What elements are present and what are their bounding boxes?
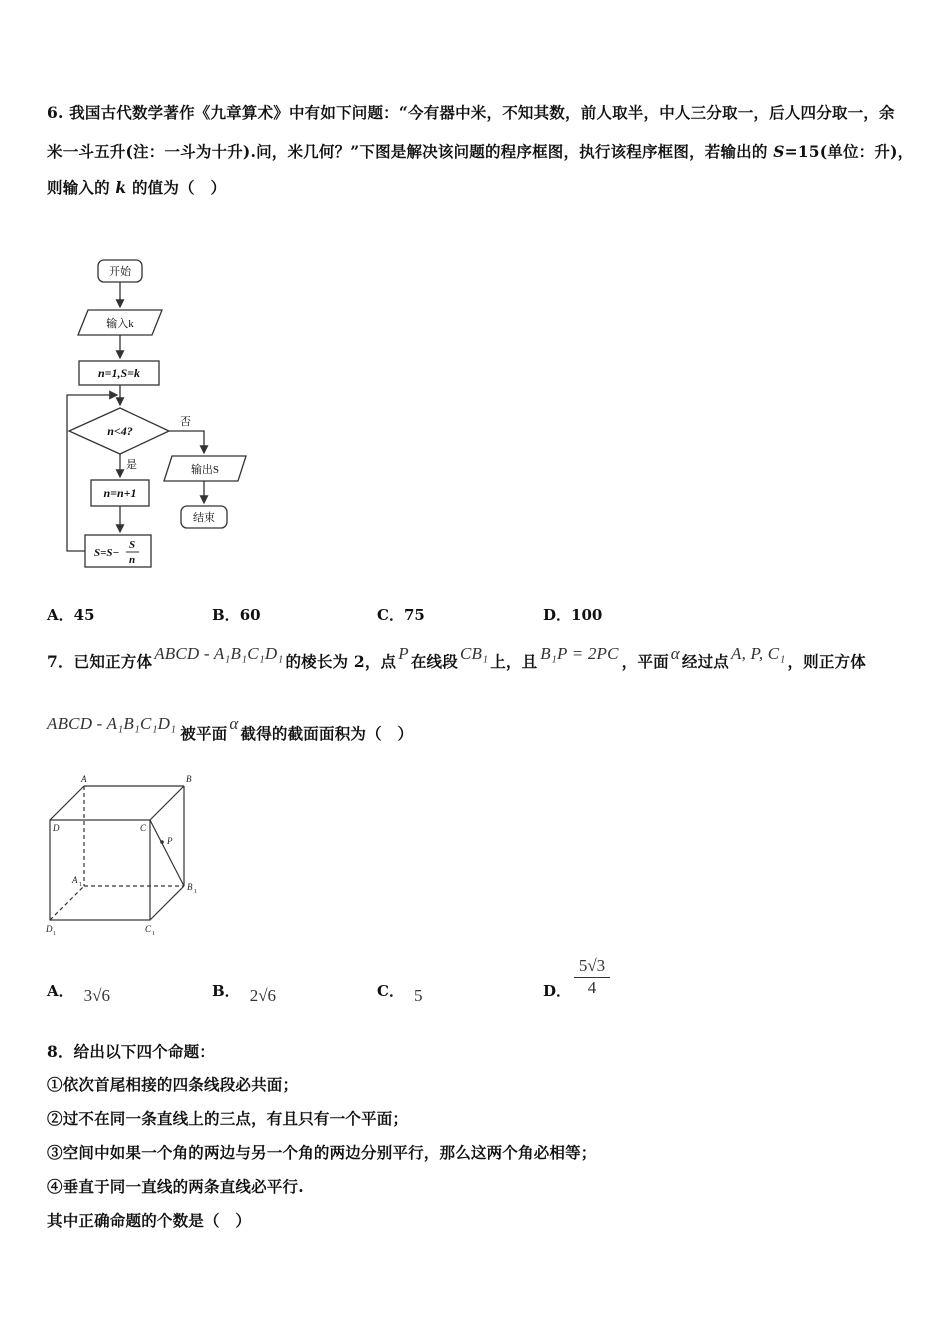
- q7-line2-alpha: α: [229, 714, 239, 733]
- q6-flowchart: [60, 255, 260, 575]
- q7-t1: 的棱长为 2，点: [285, 652, 397, 671]
- q7-option-d[interactable]: [543, 980, 571, 1001]
- q8-item-4: ④垂直于同一直线的两条直线必平行.: [47, 1177, 304, 1196]
- q7-option-d-letter: D．: [543, 982, 572, 1000]
- cube-label-d: D: [53, 823, 60, 833]
- cube-label-d1-sub: 1: [53, 931, 56, 937]
- q7-option-b[interactable]: [212, 980, 277, 1005]
- q6-option-b-value: 60: [239, 606, 261, 624]
- q7-option-c[interactable]: [377, 980, 423, 1005]
- q7-line1: [47, 642, 866, 671]
- flow-yes-label: 是: [126, 459, 137, 471]
- cube-label-p: P: [167, 836, 173, 846]
- q7-option-d-den: 4: [587, 978, 597, 997]
- q7-t4: ，平面: [621, 652, 669, 671]
- q6-var-S: S: [773, 142, 785, 161]
- q8-question: 其中正确命题的个数是（ ）: [47, 1211, 252, 1230]
- q6-option-c-letter: C．: [377, 606, 404, 624]
- q7-option-c-value: 5: [413, 986, 423, 1005]
- q7-points: A, P, C₁: [731, 644, 786, 663]
- cube-label-c1: C: [145, 924, 152, 934]
- q7-cube-figure: [40, 770, 210, 940]
- flow-cond-text: n<4?: [107, 424, 133, 438]
- cube-label-a1-sub: 1: [79, 882, 82, 888]
- flow-update-den: n: [128, 554, 136, 566]
- q7-condition: B₁P = 2PC: [540, 644, 619, 663]
- q6-option-b-letter: B．: [212, 606, 240, 624]
- q7-segment: CB₁: [459, 644, 489, 663]
- q7-option-c-letter: C．: [377, 982, 404, 1000]
- q8-item-3: ③空间中如果一个角的两边与另一个角的两边分别平行，那么这两个角必相等；: [47, 1143, 597, 1162]
- q7-t6: ，则正方体: [787, 652, 866, 671]
- flow-init-text: n=1,S=k: [97, 366, 141, 380]
- q7-point-p: P: [398, 644, 409, 663]
- q7-line2-t1: 被平面: [180, 724, 228, 743]
- q6-var-k: k: [115, 178, 127, 197]
- q6-line1: 6. 我国古代数学著作《九章算术》中有如下问题：“今有器中米，不知其数，前人取半，中人三分取一，后人四分取一，余: [47, 103, 895, 122]
- flow-incr-text: n=n+1: [103, 486, 137, 500]
- q7-t5: 经过点: [681, 652, 730, 671]
- q6-line2-a: 米一斗五升(注：一斗为十升).问，米几何？”下图是解决该问题的程序框图，执行该程序框图，若输出的: [47, 142, 774, 161]
- q7-line2: [47, 712, 414, 743]
- q7-alpha: α: [670, 644, 680, 663]
- q6-option-c[interactable]: [377, 604, 425, 625]
- flow-end-text: 结束: [193, 512, 215, 524]
- q6-option-d-letter: D．: [543, 606, 572, 624]
- q6-option-c-value: 75: [403, 606, 425, 624]
- flow-input-text: 输入k: [106, 318, 134, 330]
- q6-option-a-value: 45: [73, 606, 95, 624]
- flow-output-text: 输出S: [190, 464, 220, 476]
- q6-option-a-letter: A．: [47, 606, 74, 624]
- q7-prefix: 7．已知正方体: [47, 652, 153, 671]
- cube-label-b: B: [186, 774, 192, 784]
- cube-label-c: C: [140, 823, 147, 833]
- q8-item-2: ②过不在同一条直线上的三点，有且只有一个平面；: [47, 1109, 409, 1128]
- q7-line2-cube: ABCD - A₁B₁C₁D₁: [47, 714, 177, 733]
- q8-title: 8．给出以下四个命题：: [47, 1042, 215, 1061]
- q7-option-a-value: 3√6: [83, 986, 110, 1005]
- q7-cube-name: ABCD - A₁B₁C₁D₁: [154, 644, 284, 663]
- flow-start-text: 开始: [109, 266, 131, 278]
- cube-label-b1: B: [187, 882, 193, 892]
- q7-option-a[interactable]: [47, 980, 110, 1005]
- flow-update-num: S: [128, 539, 136, 551]
- cube-label-c1-sub: 1: [152, 931, 155, 937]
- q7-t2: 在线段: [410, 652, 458, 671]
- q8-item-1: ①依次首尾相接的四条线段必共面；: [47, 1075, 299, 1094]
- q7-option-a-letter: A．: [47, 982, 74, 1000]
- cube-label-d1: D: [46, 924, 53, 934]
- cube-label-b1-sub: 1: [194, 889, 197, 895]
- q7-line2-t2: 截得的截面面积为（ ）: [240, 724, 414, 743]
- flow-update-lhs: S=S−: [94, 547, 120, 559]
- flow-no-label: 否: [180, 416, 191, 428]
- q7-option-d-num: 5√3: [574, 956, 610, 978]
- q6-option-d[interactable]: [543, 604, 602, 625]
- q7-t3: 上，且: [490, 652, 538, 671]
- q6-line2: [47, 140, 913, 162]
- cube-label-a1: A: [72, 875, 78, 885]
- q7-option-d-fraction: [574, 956, 610, 998]
- q6-line3-a: 则输入的: [47, 178, 116, 197]
- q6-line3-b: 的值为（ ）: [126, 178, 227, 197]
- q7-option-b-letter: B．: [212, 982, 240, 1000]
- q6-option-b[interactable]: [212, 604, 261, 625]
- q6-line3: [47, 176, 226, 198]
- q6-option-a[interactable]: [47, 604, 95, 625]
- cube-label-a: A: [81, 774, 87, 784]
- q7-option-b-value: 2√6: [249, 986, 277, 1005]
- q6-option-d-value: 100: [571, 606, 603, 624]
- q6-line2-b: =15(单位：升)，: [784, 142, 914, 161]
